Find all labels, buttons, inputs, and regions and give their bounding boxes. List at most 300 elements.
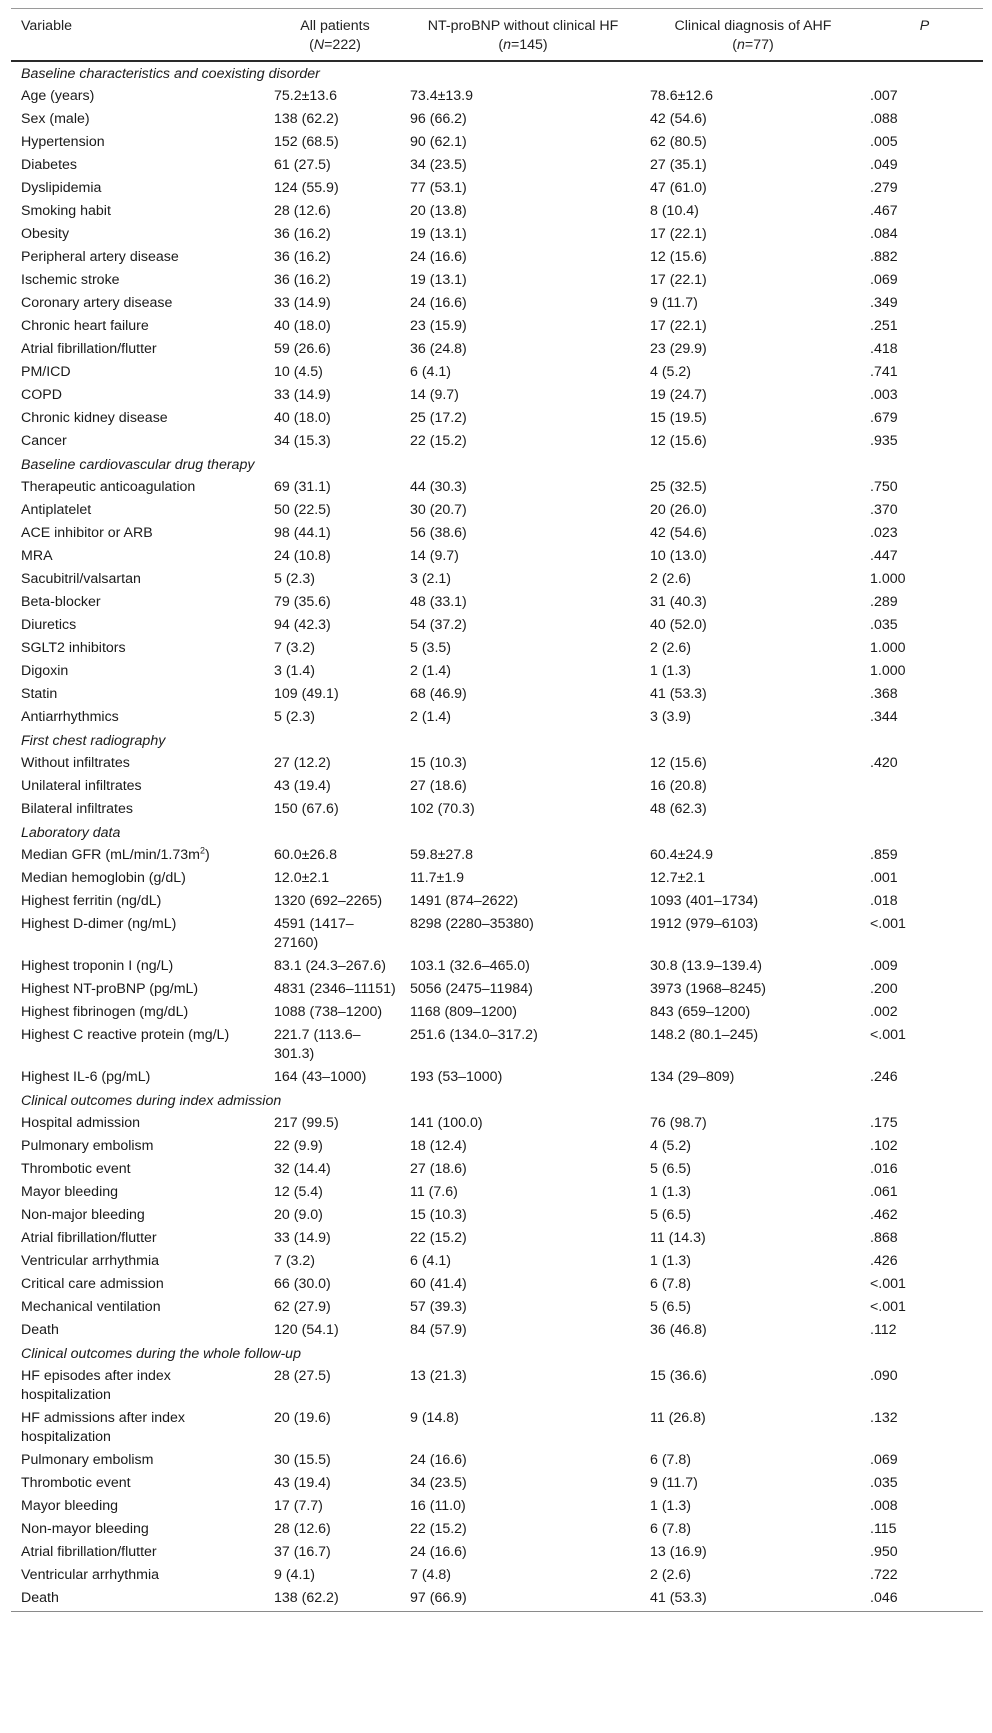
table-row: [11, 913, 983, 955]
row-label: [11, 292, 264, 315]
row-label-text: Bilateral infiltrates: [21, 801, 133, 817]
row-label-text: Ventricular arrhythmia: [21, 1253, 159, 1269]
row-label-text: Cancer: [21, 433, 67, 449]
cell-ntprobnp: 7 (4.8): [410, 1567, 452, 1583]
header-row: [11, 9, 983, 62]
row-label: [11, 1227, 264, 1250]
row-label: [11, 545, 264, 568]
row-label: [11, 660, 264, 683]
row-label: [11, 867, 264, 890]
cell-p-value: .112: [870, 1322, 897, 1338]
cell-ntprobnp: 19 (13.1): [410, 272, 467, 288]
section-title: Clinical outcomes during the whole follow-up: [21, 1346, 301, 1362]
cell-ntprobnp: 15 (10.3): [410, 1207, 467, 1223]
row-label-text: Highest C reactive protein (mg/L): [21, 1027, 230, 1043]
table-row: [11, 1158, 983, 1181]
cell-ntprobnp: 77 (53.1): [410, 180, 467, 196]
cell-ntprobnp: 25 (17.2): [410, 410, 467, 426]
table-row: [11, 1495, 983, 1518]
cell-all-patients: 12.0±2.1: [274, 870, 330, 886]
row-label-text: COPD: [21, 387, 62, 403]
row-label: [11, 407, 264, 430]
row-label: [11, 338, 264, 361]
table-row: [11, 1587, 983, 1612]
cell-all-patients: 43 (19.4): [274, 1475, 331, 1491]
cell-all-patients: 27 (12.2): [274, 755, 331, 771]
section-title: First chest radiography: [21, 733, 166, 749]
cell-all-patients: 43 (19.4): [274, 778, 331, 794]
row-label-text: ACE inhibitor or ARB: [21, 525, 153, 541]
cell-p-value: .001: [870, 870, 898, 886]
table-row: [11, 407, 983, 430]
row-label-text: HF episodes after index hospitalization: [21, 1368, 171, 1403]
row-label: [11, 246, 264, 269]
table-row: [11, 154, 983, 177]
row-label: [11, 706, 264, 729]
row-label: [11, 1319, 264, 1342]
row-label: [11, 913, 264, 955]
row-label-text: Non-mayor bleeding: [21, 1521, 149, 1537]
cell-all-patients: 33 (14.9): [274, 387, 331, 403]
cell-ahf: 6 (7.8): [650, 1521, 692, 1537]
header-ahf-label: Clinical diagnosis of AHF: [674, 18, 832, 34]
cell-ntprobnp: 103.1 (32.6–465.0): [410, 958, 530, 974]
cell-p-value: .935: [870, 433, 898, 449]
header-ntprobnp: [400, 9, 640, 62]
cell-p-value: .420: [870, 755, 898, 771]
cell-ahf: 40 (52.0): [650, 617, 707, 633]
table-row: [11, 131, 983, 154]
table-row: [11, 1227, 983, 1250]
row-label: [11, 361, 264, 384]
row-label: [11, 269, 264, 292]
row-label-text: Atrial fibrillation/flutter: [21, 1544, 157, 1560]
cell-all-patients: 20 (19.6): [274, 1410, 331, 1426]
cell-p-value: .008: [870, 1498, 898, 1514]
row-label: [11, 1518, 264, 1541]
cell-all-patients: 30 (15.5): [274, 1452, 331, 1468]
row-label-text: Hospital admission: [21, 1115, 141, 1131]
cell-p-value: .418: [870, 341, 898, 357]
cell-ahf: 76 (98.7): [650, 1115, 707, 1131]
table-header: [11, 9, 983, 62]
cell-p-value: .741: [870, 364, 898, 380]
cell-ahf: 27 (35.1): [650, 157, 707, 173]
table-row: [11, 752, 983, 775]
table-row: [11, 867, 983, 890]
cell-ahf: 1 (1.3): [650, 1253, 692, 1269]
header-ntprobnp-n: (n=145): [498, 37, 548, 53]
row-label-text: Pulmonary embolism: [21, 1138, 154, 1154]
cell-ahf: 9 (11.7): [650, 1475, 698, 1491]
cell-ntprobnp: 11.7±1.9: [410, 870, 465, 886]
row-label: [11, 1296, 264, 1319]
cell-p-value: .200: [870, 981, 898, 997]
cell-ntprobnp: 6 (4.1): [410, 1253, 452, 1269]
row-label: [11, 637, 264, 660]
cell-ahf: 36 (46.8): [650, 1322, 707, 1338]
row-label-text: HF admissions after index hospitalization: [21, 1410, 186, 1445]
cell-p-value: .035: [870, 1475, 898, 1491]
section-header-row: [11, 1089, 983, 1112]
cell-ntprobnp: 22 (15.2): [410, 1230, 467, 1246]
row-label-text: Highest IL-6 (pg/mL): [21, 1069, 151, 1085]
cell-p-value: .950: [870, 1544, 898, 1560]
cell-ahf: 11 (14.3): [650, 1230, 706, 1246]
row-label-text: MRA: [21, 548, 53, 564]
cell-ahf: 42 (54.6): [650, 525, 707, 541]
row-label-text: Smoking habit: [21, 203, 111, 219]
cell-p-value: .868: [870, 1230, 898, 1246]
cell-p-value: .679: [870, 410, 898, 426]
section-title: Baseline characteristics and coexisting disorder: [21, 66, 320, 82]
data-table: [11, 8, 983, 1612]
row-label-text: Dyslipidemia: [21, 180, 102, 196]
cell-p-value: .175: [870, 1115, 898, 1131]
row-label-suffix: ): [205, 847, 210, 863]
row-label-text: Unilateral infiltrates: [21, 778, 142, 794]
cell-all-patients: 7 (3.2): [274, 1253, 316, 1269]
header-all-patients-n: (N=222): [309, 37, 361, 53]
cell-ntprobnp: 24 (16.6): [410, 1452, 467, 1468]
cell-ntprobnp: 97 (66.9): [400, 1587, 640, 1612]
table-row: [11, 108, 983, 131]
cell-all-patients: 40 (18.0): [274, 410, 331, 426]
cell-ntprobnp: 9 (14.8): [410, 1410, 459, 1426]
cell-all-patients: 22 (9.9): [274, 1138, 323, 1154]
cell-ntprobnp: 27 (18.6): [410, 1161, 467, 1177]
cell-ahf: 16 (20.8): [650, 778, 707, 794]
cell-ntprobnp: 44 (30.3): [410, 479, 467, 495]
cell-ahf: 15 (19.5): [650, 410, 707, 426]
row-label-text: Chronic heart failure: [21, 318, 149, 334]
table-row: [11, 522, 983, 545]
cell-p-value: .426: [870, 1253, 898, 1269]
cell-ahf: 11 (26.8): [650, 1410, 706, 1426]
section-header-row: [11, 61, 983, 85]
cell-p-value: .049: [870, 157, 898, 173]
cell-ahf: 6 (7.8): [650, 1276, 692, 1292]
row-label-text: Coronary artery disease: [21, 295, 173, 311]
cell-all-patients: 10 (4.5): [274, 364, 323, 380]
cell-ntprobnp: 54 (37.2): [410, 617, 467, 633]
row-label-text: Statin: [21, 686, 58, 702]
cell-all-patients: 50 (22.5): [274, 502, 331, 518]
table-row: [11, 1250, 983, 1273]
cell-p-value: .005: [870, 134, 898, 150]
cell-all-patients: 69 (31.1): [274, 479, 331, 495]
row-label: [11, 154, 264, 177]
table-row: [11, 200, 983, 223]
table-row: [11, 660, 983, 683]
header-ahf: [640, 9, 860, 62]
cell-all-patients: 36 (16.2): [274, 272, 331, 288]
cell-all-patients: 34 (15.3): [274, 433, 331, 449]
row-label: [11, 1273, 264, 1296]
table-row: [11, 1024, 983, 1066]
table-row: [11, 292, 983, 315]
row-label: [11, 476, 264, 499]
cell-ahf: 6 (7.8): [650, 1452, 692, 1468]
cell-ahf: 17 (22.1): [650, 318, 707, 334]
header-p-value: P: [860, 9, 983, 62]
row-label-text: Highest NT-proBNP (pg/mL): [21, 981, 199, 997]
cell-all-patients: 1320 (692–2265): [274, 893, 383, 909]
row-label-text: Mechanical ventilation: [21, 1299, 161, 1315]
cell-all-patients: 28 (12.6): [274, 203, 331, 219]
row-label: [11, 1204, 264, 1227]
cell-ntprobnp: 22 (15.2): [410, 433, 467, 449]
table-row: [11, 246, 983, 269]
row-label: [11, 384, 264, 407]
cell-ntprobnp: 84 (57.9): [410, 1322, 467, 1338]
row-label: [11, 1449, 264, 1472]
section-title: Clinical outcomes during index admission: [21, 1093, 282, 1109]
cell-ntprobnp: 141 (100.0): [410, 1115, 483, 1131]
table-row: [11, 1135, 983, 1158]
cell-ntprobnp: 1168 (809–1200): [410, 1004, 518, 1020]
table-row: [11, 1472, 983, 1495]
cell-p-value: .084: [870, 226, 898, 242]
row-label-text: Antiarrhythmics: [21, 709, 119, 725]
cell-p-value: [860, 775, 983, 798]
row-label: [11, 890, 264, 913]
header-variable: Variable: [11, 9, 264, 62]
section-header-row: [11, 453, 983, 476]
cell-ahf: 13 (16.9): [650, 1544, 707, 1560]
cell-all-patients: 124 (55.9): [274, 180, 339, 196]
cell-all-patients: 32 (14.4): [274, 1161, 331, 1177]
cell-ahf: 8 (10.4): [650, 203, 699, 219]
section-header-row: [11, 821, 983, 844]
cell-ahf: 4 (5.2): [650, 364, 692, 380]
cell-all-patients: 33 (14.9): [274, 1230, 331, 1246]
row-label-text: Median hemoglobin (g/dL): [21, 870, 186, 886]
cell-all-patients: 5 (2.3): [274, 709, 316, 725]
row-label-text: Beta-blocker: [21, 594, 101, 610]
row-label-text: Hypertension: [21, 134, 105, 150]
row-label: [11, 1541, 264, 1564]
cell-all-patients: 33 (14.9): [274, 295, 331, 311]
table-row: [11, 499, 983, 522]
cell-ahf: 41 (53.3): [650, 686, 707, 702]
row-label: [11, 614, 264, 637]
row-label: [11, 1564, 264, 1587]
row-label: [11, 591, 264, 614]
cell-ahf: 19 (24.7): [650, 387, 707, 403]
cell-ahf: 148.2 (80.1–245): [650, 1027, 759, 1043]
section-header-row: [11, 1342, 983, 1365]
cell-all-patients: 120 (54.1): [274, 1322, 339, 1338]
cell-ntprobnp: 251.6 (134.0–317.2): [410, 1027, 538, 1043]
cell-all-patients: 7 (3.2): [274, 640, 316, 656]
cell-ahf: 5 (6.5): [650, 1299, 692, 1315]
table-row: [11, 890, 983, 913]
header-ntprobnp-label: NT-proBNP without clinical HF: [427, 18, 619, 34]
cell-p-value: .447: [870, 548, 898, 564]
table-row: [11, 85, 983, 108]
cell-p-value: .003: [870, 387, 898, 403]
cell-ntprobnp: 2 (1.4): [410, 663, 452, 679]
cell-ahf: 20 (26.0): [650, 502, 707, 518]
cell-ahf: 48 (62.3): [650, 801, 707, 817]
cell-all-patients: 150 (67.6): [274, 801, 339, 817]
row-label: [11, 430, 264, 453]
row-label: [11, 1495, 264, 1518]
row-label-text: Chronic kidney disease: [21, 410, 168, 426]
cell-ahf: 60.4±24.9: [650, 847, 714, 863]
table-row: [11, 177, 983, 200]
cell-ntprobnp: 57 (39.3): [410, 1299, 467, 1315]
row-label-text: Death: [21, 1590, 59, 1606]
cell-all-patients: 12 (5.4): [274, 1184, 323, 1200]
cell-ahf: 134 (29–809): [650, 1069, 735, 1085]
table-row: [11, 315, 983, 338]
row-label: [11, 1472, 264, 1495]
row-label: [11, 1250, 264, 1273]
cell-ahf: 17 (22.1): [650, 272, 707, 288]
cell-p-value: .035: [870, 617, 898, 633]
cell-ahf: 5 (6.5): [650, 1161, 692, 1177]
cell-ntprobnp: 73.4±13.9: [410, 88, 474, 104]
table-row: [11, 706, 983, 729]
table-row: [11, 223, 983, 246]
cell-ahf: 5 (6.5): [650, 1207, 692, 1223]
cell-all-patients: 28 (27.5): [274, 1368, 331, 1384]
cell-ntprobnp: 193 (53–1000): [410, 1069, 503, 1085]
row-label-text: Age (years): [21, 88, 95, 104]
table-row: [11, 1449, 983, 1472]
table-row: [11, 269, 983, 292]
row-label: [11, 1181, 264, 1204]
row-label: [11, 978, 264, 1001]
row-label: [11, 1001, 264, 1024]
cell-ntprobnp: 68 (46.9): [410, 686, 467, 702]
table-row: [11, 683, 983, 706]
cell-all-patients: 9 (4.1): [274, 1567, 316, 1583]
table-row: [11, 591, 983, 614]
cell-ntprobnp: 22 (15.2): [410, 1521, 467, 1537]
cell-ahf: 1 (1.3): [650, 1184, 692, 1200]
cell-p-value: .349: [870, 295, 898, 311]
cell-all-patients: 36 (16.2): [274, 226, 331, 242]
cell-ntprobnp: 56 (38.6): [410, 525, 467, 541]
row-label: [11, 568, 264, 591]
cell-all-patients: 79 (35.6): [274, 594, 331, 610]
cell-p-value: 1.000: [870, 663, 906, 679]
row-label: [11, 131, 264, 154]
row-label-text: Ischemic stroke: [21, 272, 120, 288]
table-row: [11, 545, 983, 568]
section-header-row: [11, 729, 983, 752]
cell-ntprobnp: 3 (2.1): [410, 571, 452, 587]
cell-all-patients: 5 (2.3): [274, 571, 316, 587]
table-row: [11, 476, 983, 499]
cell-ntprobnp: 16 (11.0): [410, 1498, 466, 1514]
cell-ahf: 4 (5.2): [650, 1138, 692, 1154]
row-label-text: Obesity: [21, 226, 70, 242]
row-label-text: Thrombotic event: [21, 1161, 131, 1177]
cell-p-value: .344: [870, 709, 898, 725]
cell-ntprobnp: 96 (66.2): [410, 111, 467, 127]
row-label-text: Diabetes: [21, 157, 77, 173]
row-label: [11, 1365, 264, 1407]
cell-ntprobnp: 14 (9.7): [410, 548, 459, 564]
cell-all-patients: 60.0±26.8: [274, 847, 338, 863]
table-row: [11, 430, 983, 453]
cell-ahf: 1912 (979–6103): [650, 916, 759, 932]
cell-ntprobnp: 14 (9.7): [410, 387, 459, 403]
row-label-text: Highest D-dimer (ng/mL): [21, 916, 177, 932]
row-label-text: SGLT2 inhibitors: [21, 640, 126, 656]
cell-p-value: .859: [870, 847, 898, 863]
row-label-text: Peripheral artery disease: [21, 249, 179, 265]
cell-all-patients: 36 (16.2): [274, 249, 331, 265]
cell-ahf: 2 (2.6): [650, 640, 692, 656]
table-row: [11, 1296, 983, 1319]
table-container: [11, 8, 983, 1612]
table-row: [11, 1319, 983, 1342]
row-label-text: Thrombotic event: [21, 1475, 131, 1491]
row-label-text: Digoxin: [21, 663, 69, 679]
cell-all-patients: 138 (62.2): [274, 111, 339, 127]
cell-p-value: .750: [870, 479, 898, 495]
cell-all-patients: 164 (43–1000): [274, 1069, 367, 1085]
row-label-text: Pulmonary embolism: [21, 1452, 154, 1468]
row-label-text: Sex (male): [21, 111, 90, 127]
row-label-text: Therapeutic anticoagulation: [21, 479, 196, 495]
cell-all-patients: 152 (68.5): [274, 134, 339, 150]
row-label: [11, 775, 264, 798]
row-label-text: Sacubitril/valsartan: [21, 571, 141, 587]
cell-ntprobnp: 18 (12.4): [410, 1138, 467, 1154]
row-label: [11, 752, 264, 775]
cell-all-patients: 1088 (738–1200): [274, 1004, 383, 1020]
cell-ntprobnp: 13 (21.3): [410, 1368, 467, 1384]
row-label: [11, 844, 264, 867]
table-row: [11, 1365, 983, 1407]
cell-p-value: .722: [870, 1567, 898, 1583]
row-label: [11, 177, 264, 200]
table-row: [11, 1066, 983, 1089]
table-row: [11, 1204, 983, 1227]
cell-p-value: .102: [870, 1138, 898, 1154]
row-label: [11, 1024, 264, 1066]
cell-p-value: .069: [870, 272, 898, 288]
cell-p-value: 1.000: [870, 640, 906, 656]
cell-all-patients: 28 (12.6): [274, 1521, 331, 1537]
cell-p-value: .115: [870, 1521, 897, 1537]
cell-ntprobnp: 23 (15.9): [410, 318, 467, 334]
table-row: [11, 1112, 983, 1135]
section-title: Laboratory data: [21, 825, 121, 841]
row-label: [11, 1066, 264, 1089]
table-row: [11, 798, 983, 821]
cell-p-value: .370: [870, 502, 898, 518]
cell-all-patients: 98 (44.1): [274, 525, 331, 541]
cell-p-value: .251: [870, 318, 898, 334]
cell-p-value: .132: [870, 1410, 898, 1426]
cell-ntprobnp: 34 (23.5): [410, 1475, 467, 1491]
cell-ntprobnp: 8298 (2280–35380): [410, 916, 534, 932]
cell-p-value: .002: [870, 1004, 898, 1020]
row-label: [11, 1407, 264, 1449]
table-row: [11, 384, 983, 407]
cell-ahf: 12.7±2.1: [650, 870, 706, 886]
cell-all-patients: 61 (27.5): [274, 157, 331, 173]
cell-ntprobnp: 20 (13.8): [410, 203, 467, 219]
cell-p-value: <.001: [870, 1027, 906, 1043]
